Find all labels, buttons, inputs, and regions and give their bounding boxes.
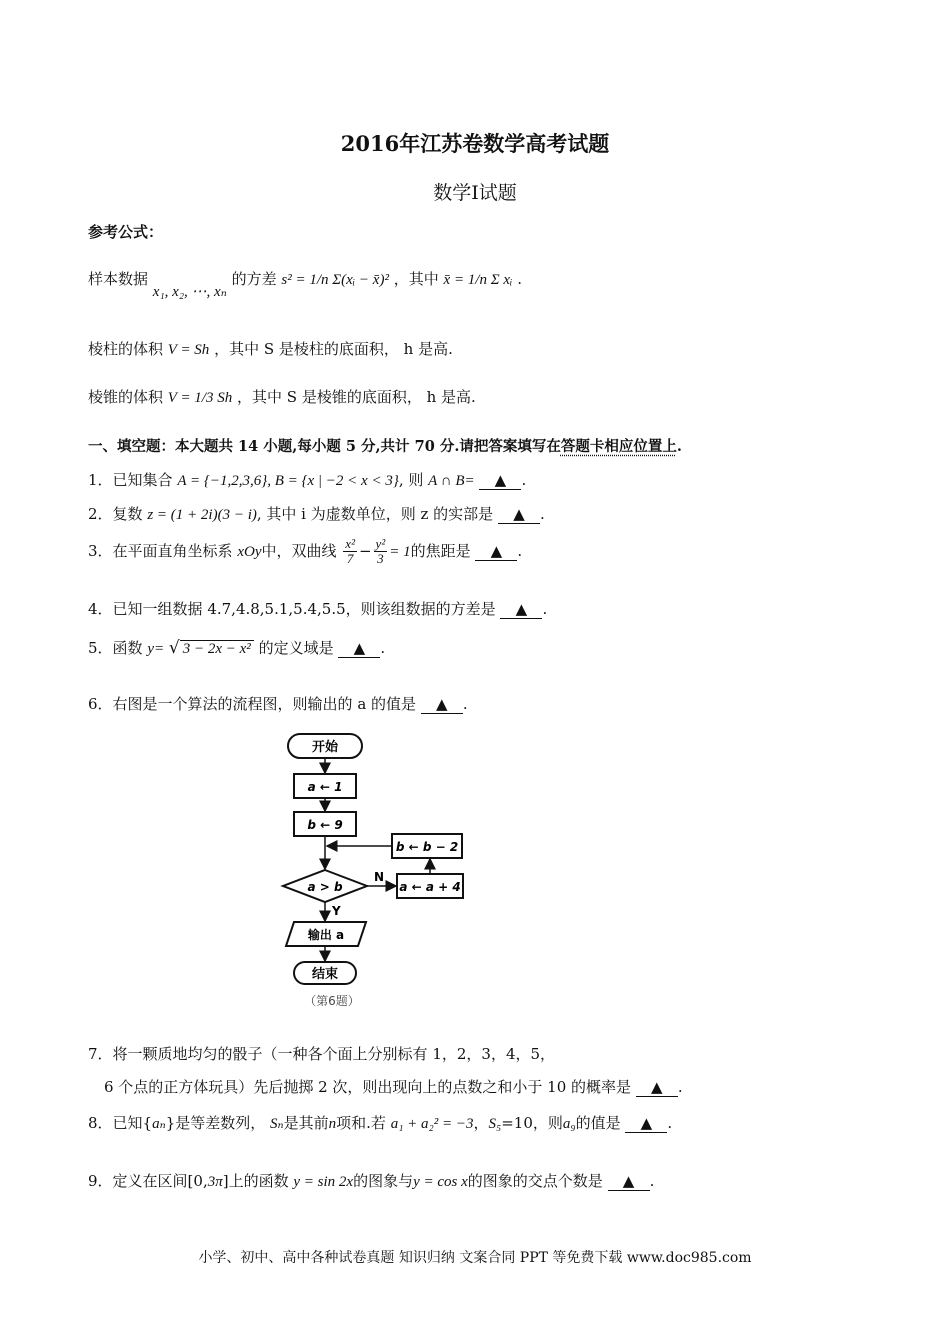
question-1: 1．已知集合 A = {−1,2,3,6}, B = {x | −2 < x < 3}, 则 A ∩ B= ▲ . — [88, 471, 527, 489]
fraction: $\frac{\text{y²}}{3}$ — [375, 536, 386, 567]
question-4: 4．已知一组数据 4.7,4.8,5.1,5.4,5.5，则该组数据的方差是 ▲ . — [88, 600, 548, 618]
answer-blank[interactable]: ▲ — [421, 695, 463, 714]
question-3: 3．在平面直角坐标系 xOy中，双曲线 $\frac{\text{x²}}{7}$ − $\frac{\text{y²}}{3}$ = 1的焦距是 ▲ . — [88, 536, 523, 567]
pyramid-formula: 棱锥的体积 V = 1/3 Sh ，其中 S 是棱锥的底面积， h 是高. — [88, 388, 476, 406]
answer-blank[interactable]: ▲ — [636, 1078, 678, 1097]
answer-blank[interactable]: ▲ — [338, 639, 380, 658]
fraction: $\frac{\text{x²}}{7}$ — [345, 536, 355, 567]
variance-formula: 样本数据 x₁, x₂, ⋯, xₙ 的方差 s² = 1/n Σ(xᵢ − x̄)² ，其中 x̄ = 1/n Σ xᵢ . — [88, 270, 522, 300]
formulas-heading: 参考公式： — [88, 223, 164, 241]
yes-label: Y — [332, 904, 341, 918]
flowchart — [270, 728, 480, 1013]
process-b-update-label: b ← b − 2 — [395, 840, 459, 854]
sqrt-expression: 3 − 2x − x² — [180, 640, 254, 657]
end-label: 结束 — [311, 967, 339, 982]
question-9: 9．定义在区间[0,3π]上的函数 y = sin 2x的图象与y = cos x的图象的交点个数是 ▲ . — [88, 1172, 655, 1190]
footer — [0, 1247, 950, 1267]
answer-blank[interactable]: ▲ — [475, 542, 517, 561]
answer-blank[interactable]: ▲ — [608, 1172, 650, 1191]
footer-link[interactable]: www.doc985.com — [626, 1250, 752, 1266]
process-b-init-label: b ← 9 — [307, 818, 343, 832]
question-6: 6．右图是一个算法的流程图，则输出的 a 的值是 ▲ . — [88, 695, 468, 713]
answer-blank[interactable]: ▲ — [479, 471, 521, 490]
page-subtitle: 数学I试题 — [433, 182, 517, 204]
variance-expression: s² = 1/n Σ(xᵢ − x̄)² — [281, 272, 389, 288]
prism-formula: 棱柱的体积 V = Sh ，其中 S 是棱柱的底面积， h 是高. — [88, 340, 453, 358]
no-label: N — [374, 870, 385, 884]
question-7-line2: 6 个点的正方体玩具）先后抛掷 2 次，则出现向上的点数之和小于 10 的概率是 ▲ . — [104, 1078, 683, 1096]
footer-text: 小学、初中、高中各种试卷真题 知识归纳 文案合同 PPT 等免费下载 — [198, 1250, 623, 1266]
question-8: 8．已知{aₙ}是等差数列， Sₙ是其前n项和.若 a₁ + a₂² = −3，S₅=10，则a₉的值是 ▲ . — [88, 1114, 673, 1132]
question-2: 2．复数 z = (1 + 2i)(3 − i), 其中 i 为虚数单位，则 z 的实部是 ▲ . — [88, 505, 545, 523]
answer-blank[interactable]: ▲ — [500, 600, 542, 619]
flowchart-caption: （第6题） — [304, 994, 360, 1008]
section-heading: 一、填空题：本大题共 14 小题,每小题 5 分,共计 70 分.请把答案填写在答题卡相应位置上. — [88, 438, 682, 455]
mean-expression: x̄ = 1/n Σ xᵢ — [443, 272, 513, 288]
output-label: 输出 a — [307, 928, 345, 942]
process-a-update-label: a ← a + 4 — [399, 880, 461, 894]
question-5: 5．函数 y= √ 3 − 2x − x² 的定义域是 ▲ . — [88, 638, 386, 658]
start-label: 开始 — [311, 740, 339, 755]
dotted-emphasis: 答题卡相应位置上 — [560, 438, 677, 455]
page-title: 2016年江苏卷数学高考试题 — [340, 131, 610, 156]
decision-label: a > b — [307, 880, 343, 894]
answer-blank[interactable]: ▲ — [498, 505, 540, 524]
process-a-init-label: a ← 1 — [307, 780, 343, 794]
answer-blank[interactable]: ▲ — [625, 1114, 667, 1133]
question-7: 7．将一颗质地均匀的骰子（一种各个面上分别标有 1，2，3，4，5， — [88, 1045, 556, 1063]
